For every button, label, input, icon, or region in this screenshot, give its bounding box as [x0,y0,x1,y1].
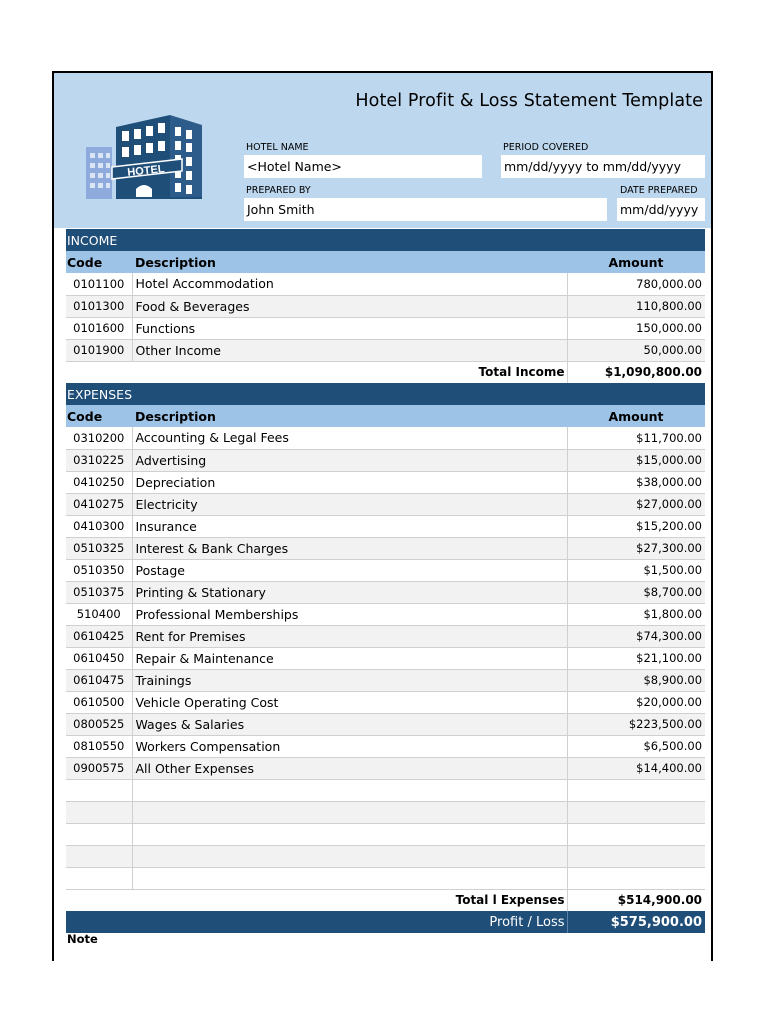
code-cell[interactable]: 510400 [66,603,132,625]
table-row [66,449,705,471]
table-row [66,867,705,889]
statement-table [66,229,705,933]
amount-cell[interactable] [567,845,705,867]
total-expenses-value: $514,900.00 [567,889,705,911]
code-column-header: Code [66,251,132,273]
code-cell[interactable]: 0410275 [66,493,132,515]
total-income-row [66,361,705,383]
expenses-heading: EXPENSES [66,383,705,405]
table-row [66,691,705,713]
table-row [66,757,705,779]
amount-cell[interactable] [567,779,705,801]
expenses-section-header [66,383,705,405]
description-column-header: Description [132,251,567,273]
code-cell[interactable]: 0610475 [66,669,132,691]
code-cell[interactable]: 0101900 [66,339,132,361]
period-covered-label: PERIOD COVERED [503,142,589,153]
amount-cell[interactable]: $74,300.00 [567,625,705,647]
description-cell[interactable]: Functions [132,317,567,339]
description-cell[interactable]: Accounting & Legal Fees [132,427,567,449]
description-cell[interactable] [132,845,567,867]
table-row [66,735,705,757]
description-cell[interactable]: Wages & Salaries [132,713,567,735]
period-covered-field[interactable]: mm/dd/yyyy to mm/dd/yyyy [501,155,705,178]
description-cell[interactable] [132,779,567,801]
amount-cell[interactable]: $27,300.00 [567,537,705,559]
date-prepared-field[interactable]: mm/dd/yyyy [617,198,705,221]
description-cell[interactable]: Printing & Stationary [132,581,567,603]
amount-cell[interactable]: $15,000.00 [567,449,705,471]
amount-cell[interactable]: $20,000.00 [567,691,705,713]
code-cell[interactable] [66,867,132,889]
description-cell[interactable]: Other Income [132,339,567,361]
description-cell[interactable]: Postage [132,559,567,581]
description-column-header: Description [132,405,567,427]
statement-table-body [66,229,705,933]
table-row [66,603,705,625]
description-cell[interactable]: Professional Memberships [132,603,567,625]
total-expenses-label: Total l Expenses [66,889,567,911]
amount-cell[interactable] [567,867,705,889]
date-prepared-label: DATE PREPARED [620,185,698,196]
table-row [66,493,705,515]
code-cell[interactable]: 0610425 [66,625,132,647]
description-cell[interactable]: Insurance [132,515,567,537]
description-cell[interactable] [132,823,567,845]
table-row [66,471,705,493]
code-cell[interactable]: 0900575 [66,757,132,779]
income-heading: INCOME [66,229,705,251]
table-row [66,625,705,647]
expenses-column-headers [66,405,705,427]
amount-cell[interactable]: $8,900.00 [567,669,705,691]
amount-cell[interactable]: $14,400.00 [567,757,705,779]
description-cell[interactable]: Electricity [132,493,567,515]
prepared-by-field[interactable]: John Smith [244,198,607,221]
table-row [66,823,705,845]
code-cell[interactable]: 0410250 [66,471,132,493]
profit-loss-label: Profit / Loss [66,911,567,933]
amount-cell[interactable]: $11,700.00 [567,427,705,449]
amount-cell[interactable]: $223,500.00 [567,713,705,735]
statement-header [54,73,711,228]
code-cell[interactable] [66,845,132,867]
total-expenses-row [66,889,705,911]
table-row [66,779,705,801]
code-cell[interactable]: 0810550 [66,735,132,757]
code-cell[interactable]: 0510350 [66,559,132,581]
amount-cell[interactable] [567,823,705,845]
code-cell[interactable]: 0101600 [66,317,132,339]
table-row [66,515,705,537]
code-cell[interactable]: 0101300 [66,295,132,317]
code-cell[interactable] [66,801,132,823]
prepared-by-label: PREPARED BY [246,185,311,196]
code-cell[interactable]: 0310225 [66,449,132,471]
table-row [66,295,705,317]
table-row [66,801,705,823]
amount-cell[interactable]: $1,800.00 [567,603,705,625]
code-cell[interactable] [66,823,132,845]
page-title: Hotel Profit & Loss Statement Template [355,91,703,111]
description-cell[interactable]: Interest & Bank Charges [132,537,567,559]
description-cell[interactable]: Vehicle Operating Cost [132,691,567,713]
description-cell[interactable]: Trainings [132,669,567,691]
profit-loss-row [66,911,705,933]
code-cell[interactable]: 0800525 [66,713,132,735]
code-cell[interactable]: 0310200 [66,427,132,449]
hotel-name-field[interactable]: <Hotel Name> [244,155,482,178]
description-cell[interactable]: Depreciation [132,471,567,493]
description-cell[interactable]: Workers Compensation [132,735,567,757]
code-cell[interactable]: 0610450 [66,647,132,669]
code-column-header: Code [66,405,132,427]
svg-text:HOTEL: HOTEL [126,163,166,179]
amount-cell[interactable]: 780,000.00 [567,273,705,295]
amount-cell[interactable]: 110,800.00 [567,295,705,317]
income-column-headers [66,251,705,273]
profit-loss-value: $575,900.00 [567,911,705,933]
statement-sheet [52,71,713,961]
table-row [66,845,705,867]
amount-cell[interactable]: $8,700.00 [567,581,705,603]
table-row [66,581,705,603]
description-cell[interactable]: Advertising [132,449,567,471]
amount-cell[interactable]: $21,100.00 [567,647,705,669]
income-section-header [66,229,705,251]
table-row [66,559,705,581]
code-cell[interactable]: 0610500 [66,691,132,713]
description-cell[interactable]: All Other Expenses [132,757,567,779]
description-cell[interactable] [132,867,567,889]
code-cell[interactable]: 0510375 [66,581,132,603]
table-row [66,647,705,669]
code-cell[interactable]: 0510325 [66,537,132,559]
table-row [66,339,705,361]
amount-column-header: Amount [567,251,705,273]
amount-cell[interactable]: 50,000.00 [567,339,705,361]
table-row [66,317,705,339]
description-cell[interactable]: Rent for Premises [132,625,567,647]
table-row [66,713,705,735]
amount-cell[interactable]: $15,200.00 [567,515,705,537]
code-cell[interactable]: 0101100 [66,273,132,295]
amount-cell[interactable]: $27,000.00 [567,493,705,515]
amount-cell[interactable]: 150,000.00 [567,317,705,339]
amount-cell[interactable]: $38,000.00 [567,471,705,493]
total-income-value: $1,090,800.00 [567,361,705,383]
table-row [66,273,705,295]
description-cell[interactable]: Repair & Maintenance [132,647,567,669]
code-cell[interactable] [66,779,132,801]
amount-column-header: Amount [567,405,705,427]
amount-cell[interactable]: $1,500.00 [567,559,705,581]
amount-cell[interactable]: $6,500.00 [567,735,705,757]
table-row [66,427,705,449]
code-cell[interactable]: 0410300 [66,515,132,537]
description-cell[interactable]: Hotel Accommodation [132,273,567,295]
table-row [66,669,705,691]
hotel-building-icon [82,107,232,203]
amount-cell[interactable] [567,801,705,823]
table-row [66,537,705,559]
description-cell[interactable] [132,801,567,823]
total-income-label: Total Income [66,361,567,383]
note-label: Note [67,932,98,946]
hotel-name-label: HOTEL NAME [246,142,309,153]
description-cell[interactable]: Food & Beverages [132,295,567,317]
